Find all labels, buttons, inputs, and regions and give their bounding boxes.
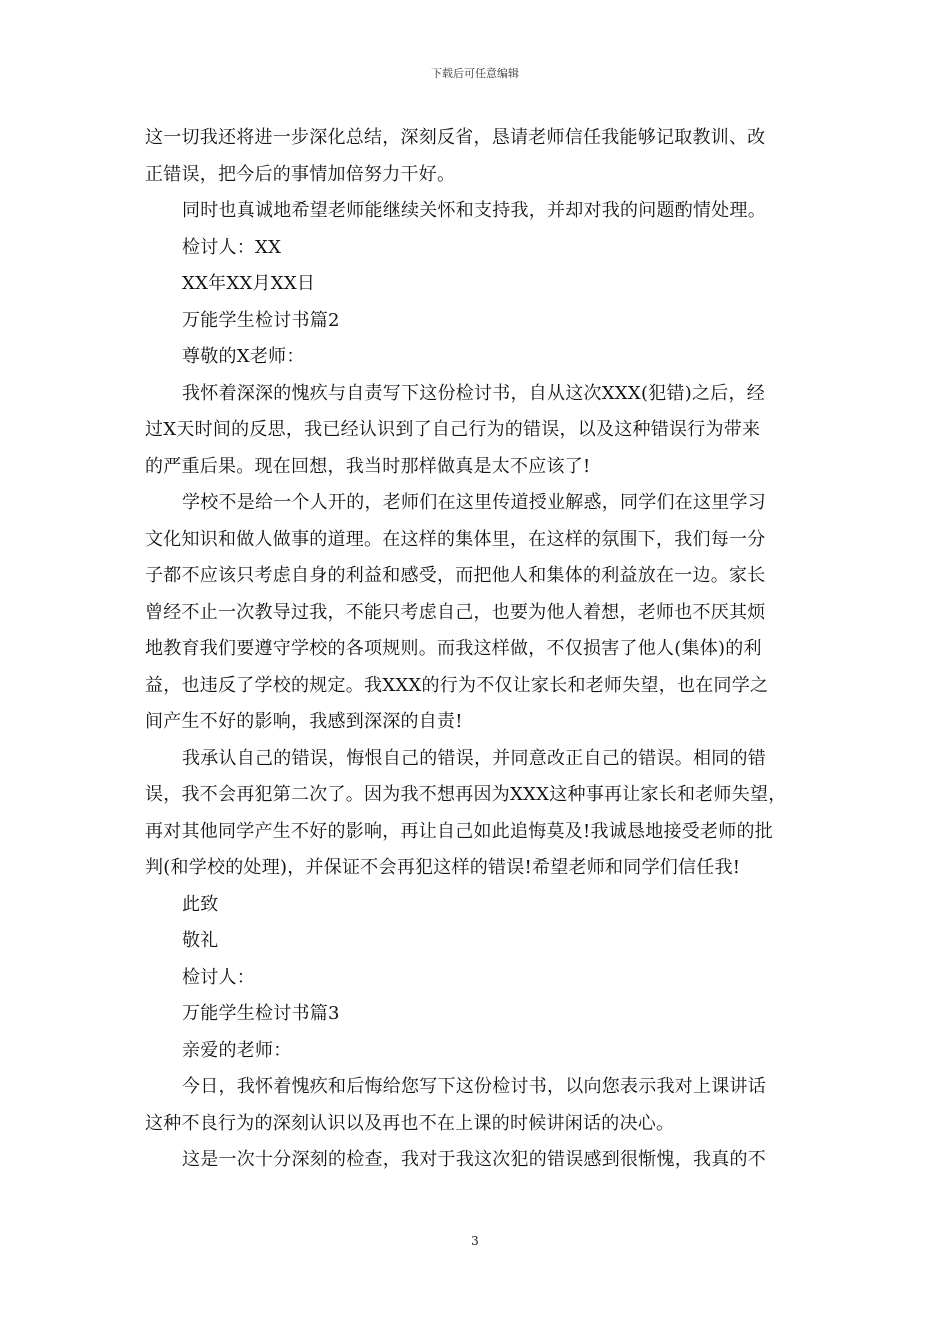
- text-line: 判(和学校的处理)，并保证不会再犯这样的错误!希望老师和同学们信任我!: [145, 857, 741, 878]
- text-line: 子都不应该只考虑自身的利益和感受，而把他人和集体的利益放在一边。家长: [145, 565, 766, 586]
- text-line: XX年XX月XX日: [182, 273, 316, 294]
- text-line: 检讨人：: [182, 966, 255, 988]
- text-line: 我承认自己的错误，悔恨自己的错误，并同意改正自己的错误。相同的错: [182, 747, 766, 769]
- text-line: 过X天时间的反思，我已经认识到了自己行为的错误，以及这种错误行为带来: [145, 419, 761, 440]
- text-line: 这种不良行为的深刻认识以及再也不在上课的时候讲闲话的决心。: [145, 1112, 675, 1134]
- text-line: 敬礼: [182, 930, 219, 951]
- text-line: 亲爱的老师：: [182, 1039, 292, 1061]
- text-line: 曾经不止一次教导过我，不能只考虑自己，也要为他人着想，老师也不厌其烦: [145, 601, 766, 623]
- document-body: [145, 120, 810, 1179]
- text-line: 再对其他同学产生不好的影响，再让自己如此追悔莫及!我诚恳地接受老师的批: [145, 820, 773, 842]
- text-line: 万能学生检讨书篇2: [182, 309, 340, 331]
- text-line: 尊敬的X老师：: [182, 346, 305, 367]
- text-line: 地教育我们要遵守学校的各项规则。而我这样做，不仅损害了他人(集体)的利: [145, 638, 762, 659]
- text-line: 这一切我还将进一步深化总结，深刻反省，恳请老师信任我能够记取教训、改: [145, 127, 766, 148]
- page-header-note: 下载后可任意编辑: [431, 67, 519, 80]
- text-line: 此致: [182, 893, 219, 915]
- page-number: 3: [471, 1234, 479, 1248]
- text-line: 万能学生检讨书篇3: [182, 1003, 340, 1024]
- text-line: 间产生不好的影响，我感到深深的自责!: [145, 711, 463, 732]
- text-line: 今日，我怀着愧疚和后悔给您写下这份检讨书，以向您表示我对上课讲话: [182, 1076, 766, 1097]
- text-line: 文化知识和做人做事的道理。在这样的集体里，在这样的氛围下，我们每一分: [145, 528, 766, 550]
- text-line: 益，也违反了学校的规定。我XXX的行为不仅让家长和老师失望，也在同学之: [145, 674, 769, 696]
- text-line: 这是一次十分深刻的检查，我对于我这次犯的错误感到很惭愧，我真的不: [182, 1149, 766, 1170]
- text-line: 的严重后果。现在回想，我当时那样做真是太不应该了!: [145, 455, 591, 477]
- text-line: 我怀着深深的愧疚与自责写下这份检讨书，自从这次XXX(犯错)之后，经: [182, 382, 765, 404]
- text-line: 误，我不会再犯第二次了。因为我不想再因为XXX这种事再让家长和老师失望，: [145, 784, 787, 805]
- text-line: 学校不是给一个人开的，老师们在这里传道授业解惑，同学们在这里学习: [182, 492, 766, 513]
- text-line: 同时也真诚地希望老师能继续关怀和支持我，并却对我的问题酌情处理。: [182, 200, 766, 221]
- text-line: 正错误，把今后的事情加倍努力干好。: [145, 163, 456, 185]
- text-line: 检讨人：XX: [182, 236, 282, 258]
